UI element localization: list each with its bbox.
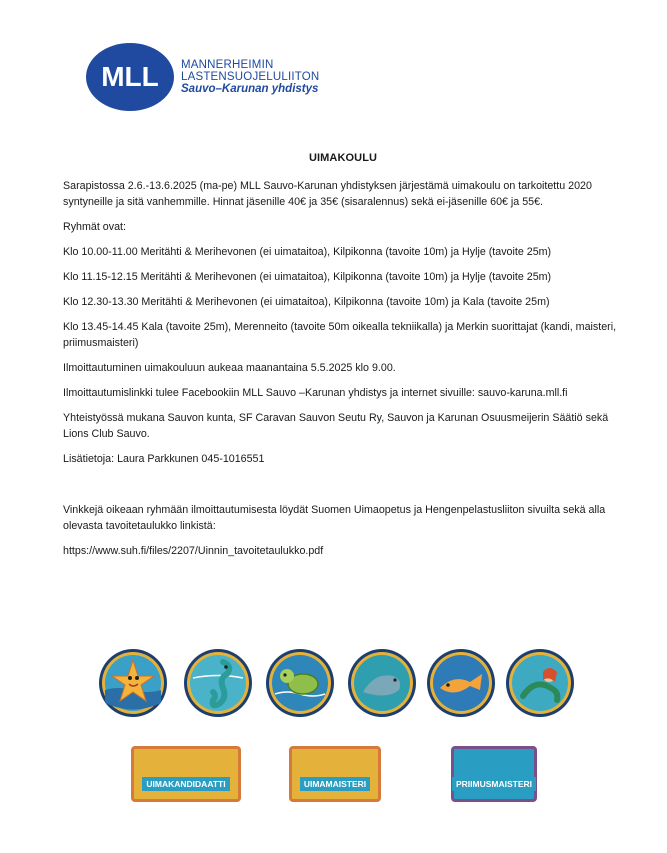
swim-badges-row [0, 648, 668, 718]
priimus-tag-label: PRIIMUSMAISTERI [452, 777, 536, 791]
mll-logo [86, 43, 319, 111]
document-title: UIMAKOULU [308, 152, 378, 164]
seal-badge [347, 648, 417, 718]
seal-icon [347, 648, 417, 718]
mermaid-icon [505, 648, 575, 718]
group-line: Klo 10.00-11.00 Meritähti & Merihevonen (ei uimataitoa), Kilpikonna (tavoite 10m) ja Hylje (tavoite 25m) [63, 246, 552, 258]
partners-paragraph: Yhteistyössä mukana Sauvon kunta, SF Caravan Sauvon Seutu Ry, Sauvon ja Karunan Osuusmeijerin Säätiö sekä Lions Club Sauvo. [63, 412, 609, 440]
kandi-tag [131, 746, 241, 802]
kandi-tag-label: UIMAKANDIDAATTI [142, 777, 229, 791]
logo-text [181, 59, 319, 95]
document-body [63, 150, 623, 568]
logo-line-3: Sauvo–Karunan yhdistys [181, 83, 319, 95]
swim-tags-row [0, 746, 668, 806]
group-line: Klo 12.30-13.30 Meritähti & Merihevonen (ei uimataitoa), Kilpikonna (tavoite 10m) ja Kala (tavoite 25m) [63, 296, 550, 308]
logo-line-1: MANNERHEIMIN [181, 59, 274, 71]
registration-link-text: Ilmoittautumislinkki tulee Facebookiin MLL Sauvo –Karunan yhdistys ja internet sivuille: sauvo-karuna.mll.fi [63, 387, 568, 399]
registration-opens: Ilmoittautuminen uimakouluun aukeaa maanantaina 5.5.2025 klo 9.00. [63, 362, 396, 374]
group-line: Klo 11.15-12.15 Meritähti & Merihevonen (ei uimataitoa), Kilpikonna (tavoite 10m) ja Hylje (tavoite 25m) [63, 271, 552, 283]
fish-badge [426, 648, 496, 718]
logo-mark: MLL [86, 43, 174, 111]
intro-paragraph: Sarapistossa 2.6.-13.6.2025 (ma-pe) MLL Sauvo-Karunan yhdistyksen järjestämä uimakoulu on tarkoitettu 2020 syntyneille ja sitä vanhemmille. Hinnat jäsenille 40€ ja 35€ (sisaralennus) sekä ei-jäsenille 60€ ja 55€. [63, 180, 592, 208]
groups-heading: Ryhmät ovat: [63, 221, 126, 233]
mermaid-badge [505, 648, 575, 718]
tips-paragraph: Vinkkejä oikeaan ryhmään ilmoittautumisesta löydät Suomen Uimaopetus ja Hengenpelastusliiton sivuilta sekä alla olevasta tavoitetaulukko linkistä: [63, 504, 606, 532]
starfish-badge [98, 648, 168, 718]
group-line: Klo 13.45-14.45 Kala (tavoite 25m), Merenneito (tavoite 50m oikealla tekniikalla) ja Merkin suorittajat (kandi, maisteri, priimusmaisteri) [63, 321, 617, 349]
maisteri-tag-label: UIMAMAISTERI [300, 777, 370, 791]
priimus-tag [451, 746, 537, 802]
contact-line: Lisätietoja: Laura Parkkunen 045-1016551 [63, 453, 265, 465]
maisteri-tag [289, 746, 381, 802]
logo-line-2: LASTENSUOJELULIITON [181, 71, 320, 83]
turtle-icon [265, 648, 335, 718]
starfish-icon [98, 648, 168, 718]
seahorse-icon [183, 648, 253, 718]
fish-icon [426, 648, 496, 718]
target-table-url: https://www.suh.fi/files/2207/Uinnin_tavoitetaulukko.pdf [63, 545, 324, 557]
turtle-badge [265, 648, 335, 718]
seahorse-badge [183, 648, 253, 718]
